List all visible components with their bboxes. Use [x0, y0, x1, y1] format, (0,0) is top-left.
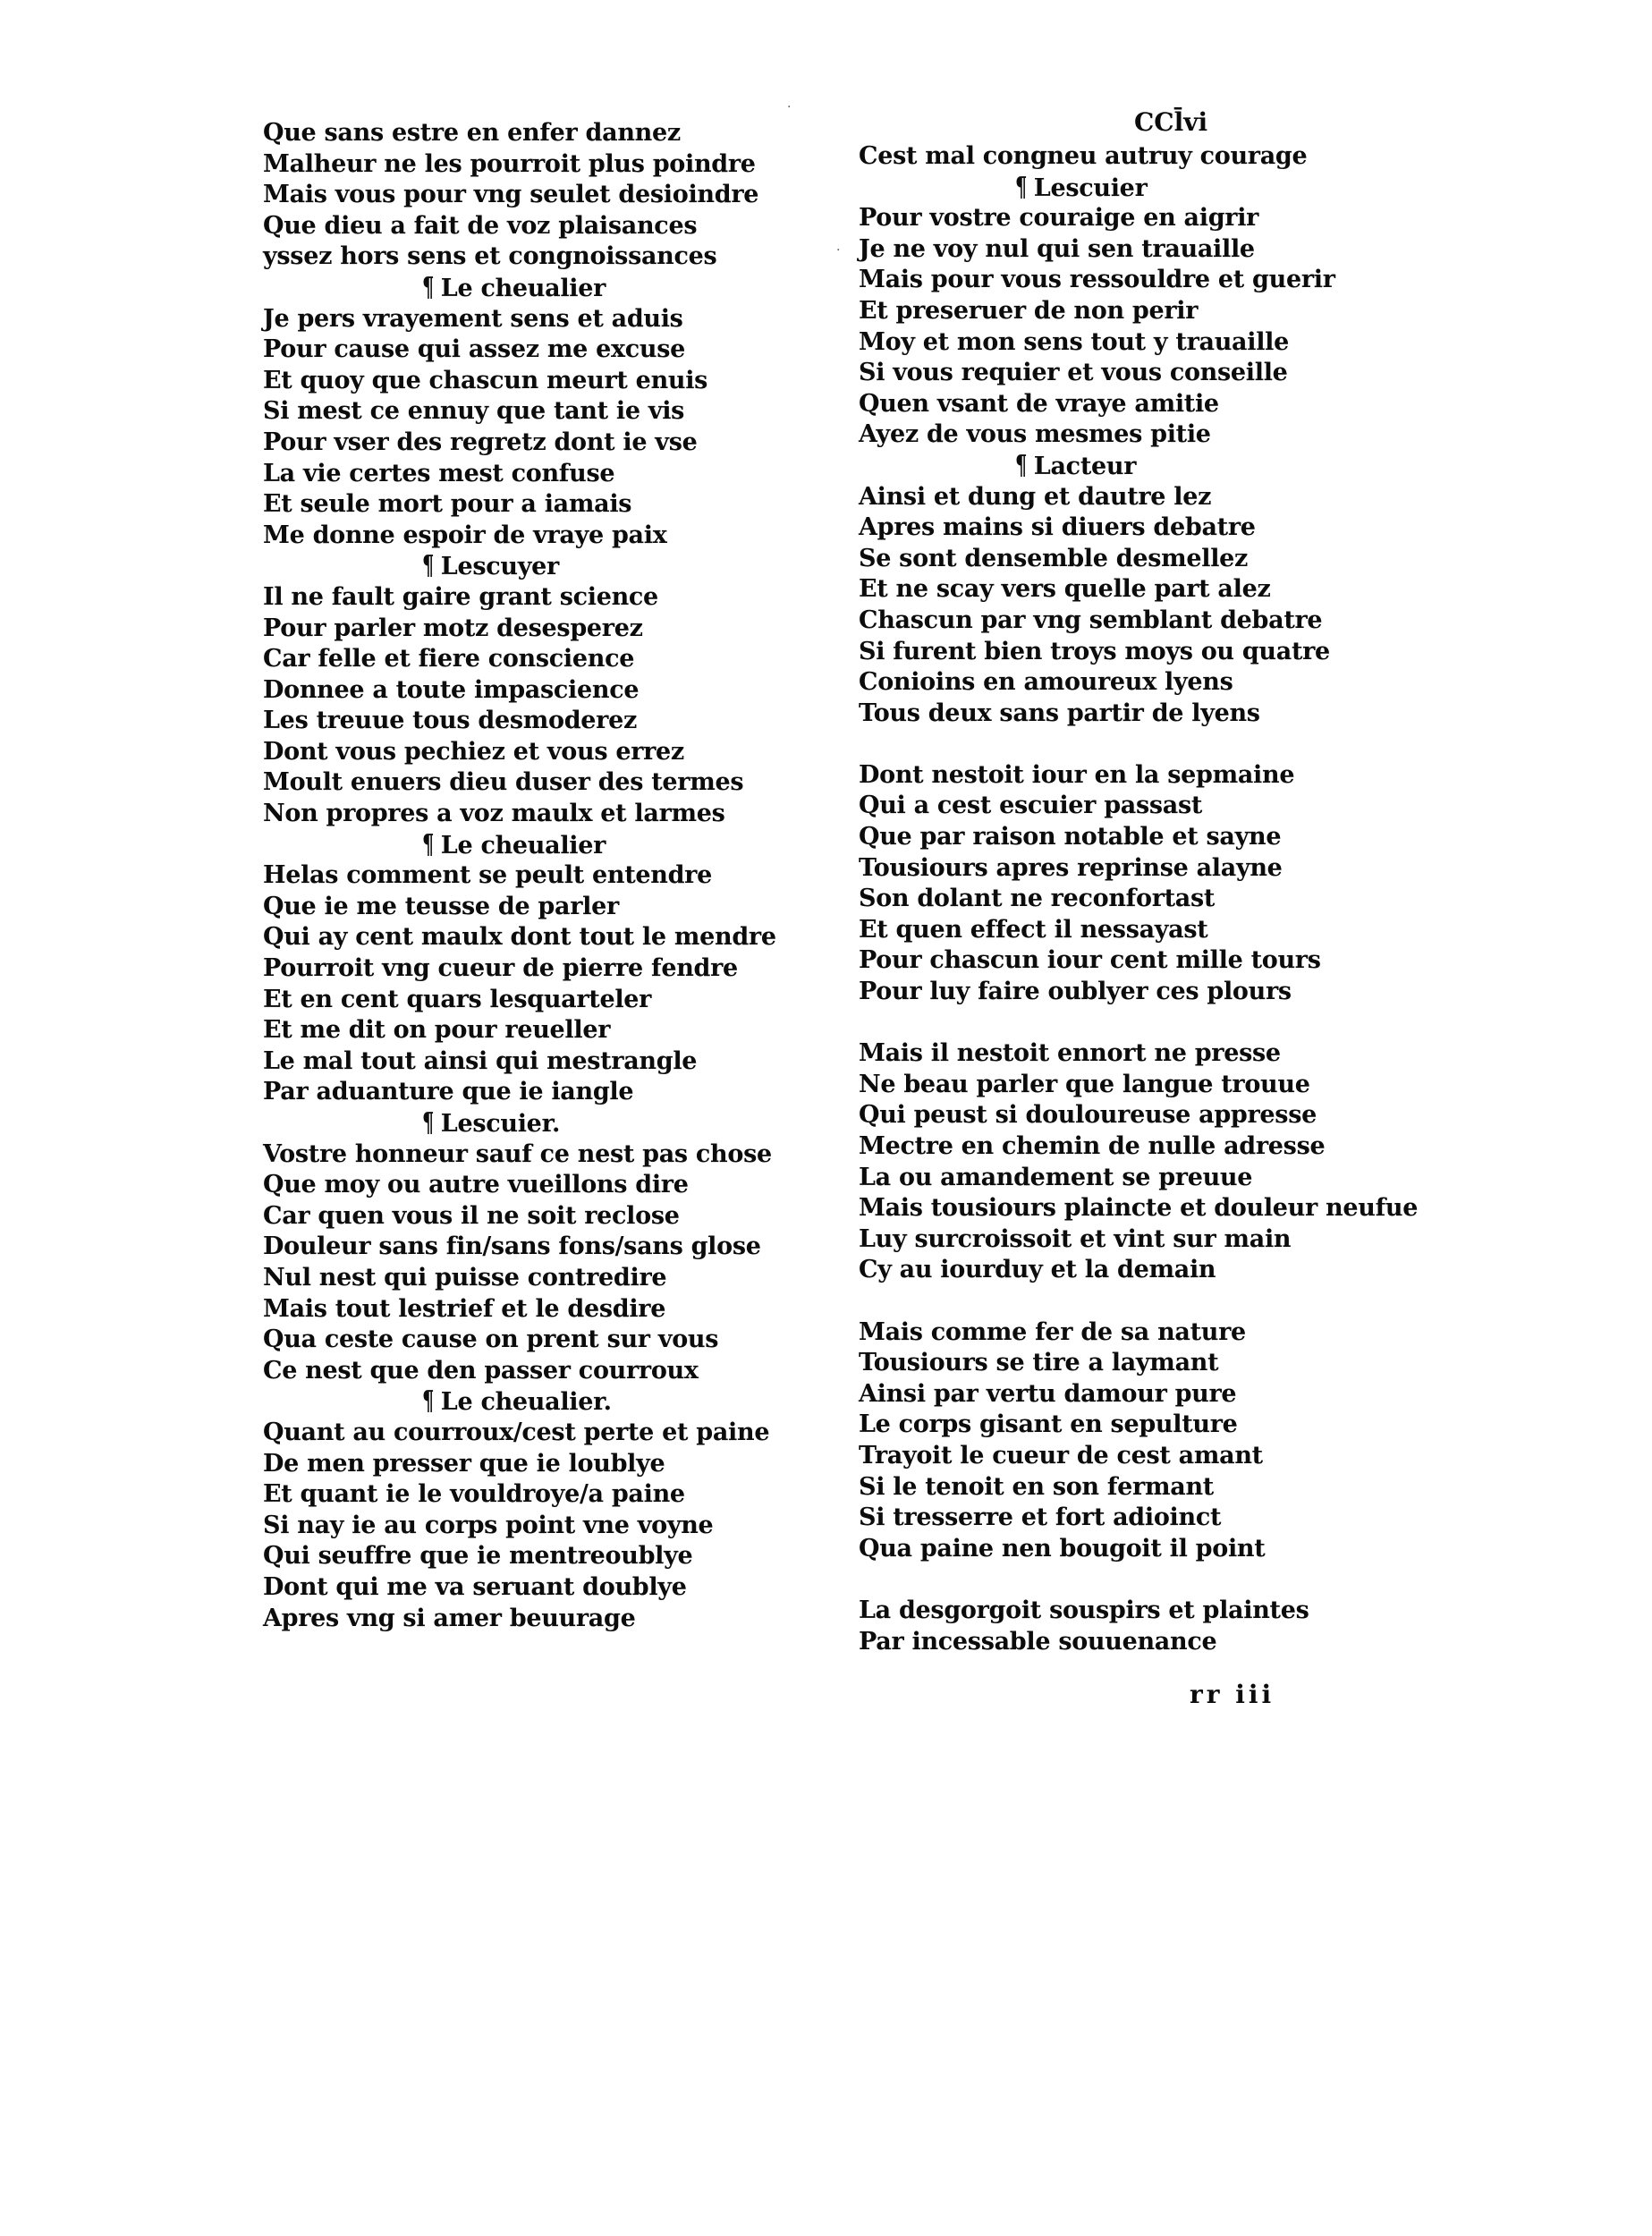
verse-line: Je ne voy nul qui sen trauaille: [859, 234, 1255, 263]
verse-line: Que moy ou autre vueillons dire: [263, 1171, 689, 1199]
verse-line: Tousiours apres reprinse alayne: [859, 853, 1283, 882]
pilcrow-icon: ¶: [422, 1107, 435, 1139]
verse-line: Car felle et fiere conscience: [263, 645, 635, 673]
stanza-gap: [859, 1286, 1395, 1317]
verse-line: Qui a cest escuier passast: [859, 792, 1203, 820]
verse-line: Si furent bien troys moys ou quatre: [859, 637, 1330, 665]
stanza-gap: [859, 1008, 1395, 1039]
verse-line: Cest mal congneu autruy courage: [859, 142, 1308, 170]
verse-line: Trayoit le cueur de cest amant: [859, 1441, 1263, 1469]
verse-line: Si nay ie au corps point vne voyne: [263, 1511, 714, 1539]
verse-line: Nul nest qui puisse contredire: [263, 1263, 667, 1292]
verse-line: Pour parler motz desesperez: [263, 614, 643, 642]
right-text-column: [859, 141, 1419, 1657]
speaker-heading: [263, 830, 764, 861]
verse-line: Et me dit on pour reueller: [263, 1016, 611, 1045]
verse-line: La desgorgoit souspirs et plaintes: [859, 1596, 1309, 1624]
verse-line: Si le tenoit en son fermant: [859, 1472, 1214, 1501]
verse-line: La ou amandement se preuue: [859, 1163, 1253, 1191]
pilcrow-icon: ¶: [1015, 171, 1028, 203]
verse-line: Que dieu a fait de voz plaisances: [263, 211, 698, 240]
verse-line: Mais il nestoit ennort ne presse: [859, 1039, 1281, 1068]
verse-line: yssez hors sens et congnoissances: [263, 242, 717, 271]
verse-line: Donnee a toute impascience: [263, 675, 640, 704]
verse-line: Apres mains si diuers debatre: [859, 513, 1256, 542]
verse-line: Pour chascun iour cent mille tours: [859, 946, 1321, 975]
verse-line: Qua paine nen bougoit il point: [859, 1534, 1266, 1563]
verse-line: Pour luy faire oublyer ces plours: [859, 978, 1292, 1006]
speaker-name: Le cheualier: [440, 831, 606, 860]
stanza-gap: [859, 729, 1395, 760]
verse-line: Mais pour vous ressouldre et guerir: [859, 266, 1335, 294]
speaker-heading: [263, 1386, 764, 1418]
verse-line: Moult enuers dieu duser des termes: [263, 768, 744, 797]
pilcrow-icon: ¶: [422, 828, 435, 860]
verse-line: Pourroit vng cueur de pierre fendre: [263, 954, 738, 983]
verse-line: Quant au courroux/cest perte et paine: [263, 1418, 770, 1446]
left-text-column: [263, 118, 776, 1634]
speaker-name: Lescuyer: [440, 553, 559, 581]
verse-line: Pour cause qui assez me excuse: [263, 335, 686, 364]
verse-line: Non propres a voz maulx et larmes: [263, 800, 725, 828]
verse-line: Cy au iourduy et la demain: [859, 1256, 1216, 1284]
pilcrow-icon: ¶: [422, 1385, 435, 1418]
verse-line: Il ne fault gaire grant science: [263, 582, 658, 611]
verse-line: Et quant ie le vouldroye/a paine: [263, 1480, 685, 1509]
verse-line: Chascun par vng semblant debatre: [859, 606, 1323, 634]
verse-line: Mectre en chemin de nulle adresse: [859, 1132, 1326, 1160]
verse-line: Pour vser des regretz dont ie vse: [263, 428, 698, 456]
verse-line: Si vous requier et vous conseille: [859, 359, 1288, 387]
verse-line: Mais tout lestrief et le desdire: [263, 1294, 666, 1323]
verse-line: La vie certes mest confuse: [263, 459, 615, 487]
speaker-name: Lescuier.: [440, 1110, 561, 1138]
verse-line: Se sont densemble desmellez: [859, 544, 1249, 572]
verse-line: Et quoy que chascun meurt enuis: [263, 366, 708, 394]
verse-line: Par aduanture que ie iangle: [263, 1078, 634, 1106]
speaker-name: Lescuier: [1033, 174, 1148, 202]
verse-line: Que sans estre en enfer dannez: [263, 119, 681, 147]
speaker-name: Le cheualier: [440, 274, 606, 302]
verse-line: Si tresserre et fort adioinct: [859, 1503, 1222, 1532]
verse-line: Vostre honneur sauf ce nest pas chose: [263, 1139, 772, 1168]
verse-line: Apres vng si amer beuurage: [263, 1604, 636, 1632]
verse-line: Ainsi par vertu damour pure: [859, 1379, 1237, 1408]
verse-line: Tousiours se tire a laymant: [859, 1349, 1219, 1377]
verse-line: Ce nest que den passer courroux: [263, 1356, 699, 1385]
verse-line: Dont qui me va seruant doublye: [263, 1572, 687, 1601]
verse-line: Car quen vous il ne soit reclose: [263, 1201, 680, 1230]
verse-line: Ne beau parler que langue trouue: [859, 1070, 1310, 1098]
stray-print-mark: .: [787, 97, 792, 111]
pilcrow-icon: ¶: [1015, 449, 1028, 481]
verse-line: Conioins en amoureux lyens: [859, 668, 1233, 697]
verse-line: Helas comment se peult entendre: [263, 861, 712, 890]
verse-line: Pour vostre couraige en aigrir: [859, 204, 1259, 233]
stanza-gap: [859, 1564, 1395, 1596]
verse-line: Que ie me teusse de parler: [263, 892, 619, 920]
verse-line: De men presser que ie loublye: [263, 1449, 665, 1478]
verse-line: Par incessable souuenance: [859, 1627, 1217, 1656]
speaker-heading: [263, 1108, 764, 1139]
verse-line: Son dolant ne reconfortast: [859, 885, 1216, 913]
folio-signature-bottom: rr iii: [1190, 1680, 1275, 1709]
verse-line: Et seule mort pour a iamais: [263, 490, 632, 519]
verse-line: Si mest ce ennuy que tant ie vis: [263, 397, 685, 426]
verse-line: Et quen effect il nessayast: [859, 915, 1208, 944]
verse-line: Tous deux sans partir de lyens: [859, 699, 1260, 727]
verse-line: Douleur sans fin/sans fons/sans glose: [263, 1232, 761, 1261]
pilcrow-icon: ¶: [422, 271, 435, 303]
pilcrow-icon: ¶: [422, 550, 435, 582]
speaker-heading: [859, 451, 1395, 482]
verse-line: Que par raison notable et sayne: [859, 823, 1282, 851]
speaker-name: Le cheualier.: [440, 1388, 612, 1417]
verse-line: Et preseruer de non perir: [859, 296, 1199, 325]
verse-line: Et en cent quars lesquarteler: [263, 985, 652, 1013]
verse-line: Qui seuffre que ie mentreoublye: [263, 1542, 693, 1571]
verse-line: Malheur ne les pourroit plus poindre: [263, 149, 756, 178]
folio-signature-top: CCl̄vi: [1134, 107, 1208, 137]
verse-line: Qua ceste cause on prent sur vous: [263, 1326, 719, 1354]
verse-line: Qui peust si douloureuse appresse: [859, 1101, 1317, 1130]
verse-line: Qui ay cent maulx dont tout le mendre: [263, 923, 776, 952]
verse-line: Ayez de vous mesmes pitie: [859, 420, 1211, 449]
verse-line: Mais tousiours plaincte et douleur neufue: [859, 1194, 1419, 1223]
speaker-heading: [263, 273, 764, 304]
verse-line: Mais vous pour vng seulet desioindre: [263, 181, 759, 209]
verse-line: Luy surcroissoit et vint sur main: [859, 1224, 1292, 1253]
verse-line: Me donne espoir de vraye paix: [263, 521, 667, 549]
verse-line: Je pers vrayement sens et aduis: [263, 304, 683, 333]
speaker-heading: [263, 551, 764, 582]
verse-line: Quen vsant de vraye amitie: [859, 389, 1219, 418]
verse-line: Ainsi et dung et dautre lez: [859, 482, 1212, 511]
verse-line: Moy et mon sens tout y trauaille: [859, 327, 1289, 356]
speaker-heading: [859, 173, 1395, 204]
verse-line: Et ne scay vers quelle part alez: [859, 575, 1271, 604]
stray-print-mark: .: [836, 240, 841, 254]
verse-line: Le mal tout ainsi qui mestrangle: [263, 1046, 698, 1075]
verse-line: Le corps gisant en sepulture: [859, 1410, 1238, 1439]
verse-line: Dont vous pechiez et vous errez: [263, 737, 684, 766]
verse-line: Les treuue tous desmoderez: [263, 707, 638, 735]
verse-line: Dont nestoit iour en la sepmaine: [859, 760, 1295, 789]
verse-line: Mais comme fer de sa nature: [859, 1317, 1246, 1346]
speaker-name: Lacteur: [1033, 452, 1137, 480]
